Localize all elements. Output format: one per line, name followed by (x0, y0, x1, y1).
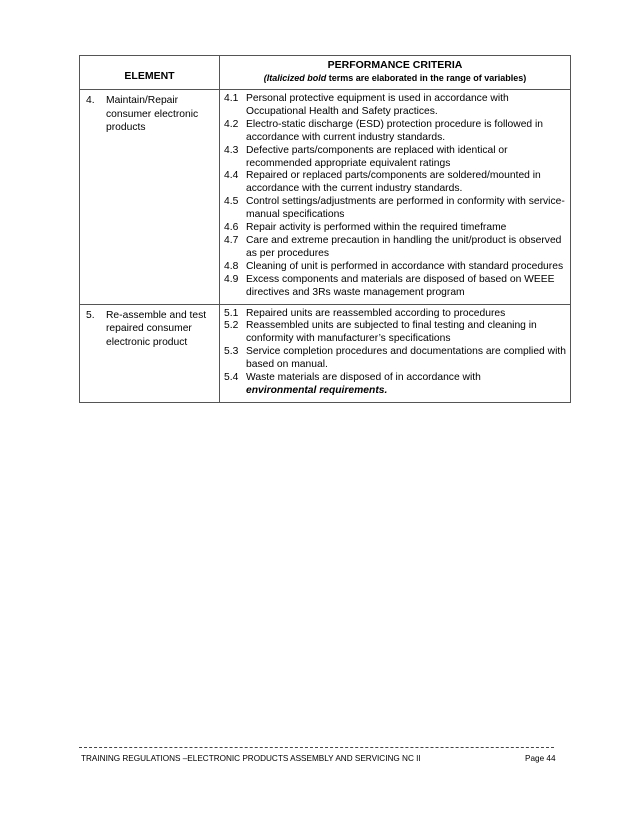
competency-table (79, 55, 571, 403)
element-column-header (80, 56, 220, 90)
table-row (80, 90, 571, 305)
criteria-header-note (224, 72, 566, 85)
criteria-cell (220, 90, 571, 305)
criteria-text: Reassembled units are subjected to final testing and cleaning in conformity with manufacturer’s specifications (246, 320, 537, 345)
criteria-text: Repair activity is performed within the required timeframe (246, 222, 507, 234)
element-cell (80, 304, 220, 402)
criteria-text: Personal protective equipment is used in accordance with Occupational Health and Safety practices. (246, 93, 509, 117)
note-emphasis: Italicized bold (266, 73, 327, 83)
criteria-item (224, 274, 566, 300)
criteria-text: Care and extreme precaution in handling the unit/product is observed as per procedures (246, 234, 562, 259)
footer-page-number: Page 44 (525, 754, 556, 763)
criteria-number: 5.3 (224, 346, 239, 358)
note-close-paren: ) (523, 73, 527, 83)
criteria-item (224, 308, 566, 321)
criteria-number: 4.5 (224, 196, 239, 208)
criteria-item (224, 261, 566, 274)
criteria-number: 5.2 (224, 320, 239, 332)
criteria-item (224, 170, 566, 196)
criteria-item (224, 320, 566, 346)
element-number: 4. (86, 95, 95, 106)
criteria-item (224, 93, 566, 119)
criteria-cell (220, 304, 571, 402)
criteria-number: 4.2 (224, 118, 239, 130)
footer-divider (79, 747, 554, 748)
note-open-paren: ( (263, 73, 267, 83)
criteria-number: 4.4 (224, 170, 239, 182)
criteria-number: 4.8 (224, 260, 239, 272)
criteria-text: Electro-static discharge (ESD) protection procedure is followed in accordance with current industry standards. (246, 118, 544, 143)
criteria-text: Repaired or replaced parts/components are soldered/mounted in accordance with the current industry standards. (246, 170, 541, 195)
criteria-text: Repaired units are reassembled according to procedures (246, 307, 506, 319)
criteria-header-title: PERFORMANCE CRITERIA (327, 59, 463, 71)
note-text: terms are elaborated in the range of variables (326, 73, 524, 83)
element-label: Re-assemble and test repaired consumer electronic product (106, 309, 207, 348)
element-cell (80, 90, 220, 305)
criteria-number: 5.4 (224, 372, 239, 384)
criteria-text: Control settings/adjustments are performed in conformity with service-manual specifications (246, 196, 565, 221)
element-header-label: ELEMENT (124, 69, 175, 82)
criteria-text: Service completion procedures and documentations are complied with based on manual. (246, 346, 566, 371)
criteria-number: 5.1 (224, 307, 239, 319)
criteria-text-plain: Waste materials are disposed of in accordance with (246, 372, 481, 384)
element-label: Maintain/Repair consumer electronic products (106, 95, 199, 134)
criteria-item (224, 372, 566, 398)
criteria-column-header (220, 56, 571, 90)
criteria-number: 4.3 (224, 144, 239, 156)
criteria-text: Cleaning of unit is performed in accordance with standard procedures (246, 260, 564, 272)
criteria-text: Excess components and materials are disposed of based on WEEE directives and 3Rs waste management program (246, 273, 555, 298)
table-row (80, 304, 571, 402)
table-header-row (80, 56, 571, 90)
criteria-item (224, 196, 566, 222)
criteria-text (246, 372, 566, 398)
footer-document-title: TRAINING REGULATIONS –ELECTRONIC PRODUCTS ASSEMBLY AND SERVICING NC II (81, 754, 421, 763)
criteria-text-emphasis: environmental requirements. (246, 384, 388, 396)
criteria-item (224, 119, 566, 145)
criteria-number: 4.9 (224, 273, 239, 285)
criteria-number: 4.6 (224, 222, 239, 234)
criteria-item (224, 235, 566, 261)
criteria-item (224, 222, 566, 235)
criteria-number: 4.1 (224, 93, 239, 104)
criteria-number: 4.7 (224, 234, 239, 246)
criteria-text: Defective parts/components are replaced with identical or recommended appropriate equivalent ratings (246, 144, 508, 169)
criteria-item (224, 145, 566, 171)
criteria-item (224, 346, 566, 372)
element-number: 5. (86, 309, 95, 321)
